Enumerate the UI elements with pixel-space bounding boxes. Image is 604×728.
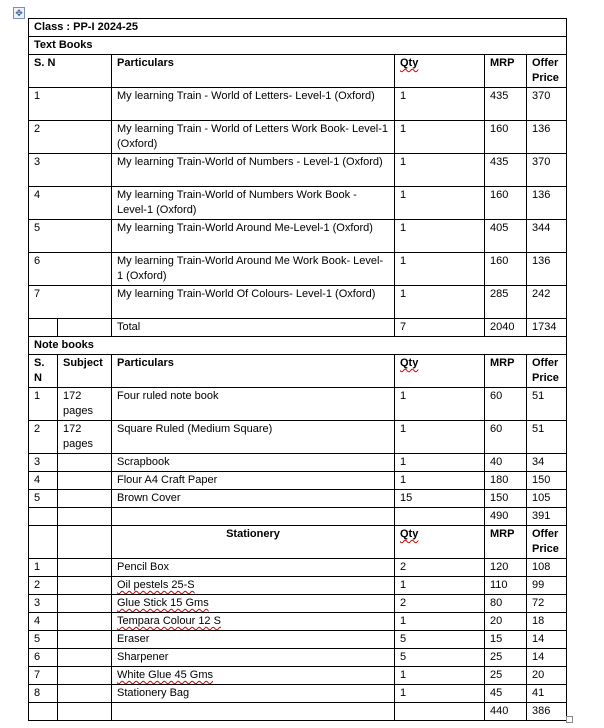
stationery-row (29, 613, 567, 631)
notebook-particulars: Scrapbook (112, 454, 395, 472)
stationery-offer: 72 (527, 595, 567, 613)
notebook-mrp: 180 (485, 472, 527, 490)
textbook-qty: 1 (395, 88, 485, 121)
notebooks-total-sn-empty (29, 508, 58, 526)
notebooks-section-row (29, 337, 567, 355)
notebook-subject (58, 472, 112, 490)
notebooks-subject-header: Subject (58, 355, 112, 388)
notebooks-total-offer: 391 (527, 508, 567, 526)
notebook-qty: 1 (395, 454, 485, 472)
notebook-subject: 172 pages (58, 388, 112, 421)
textbooks-total-mrp: 2040 (485, 319, 527, 337)
stationery-title: Stationery (112, 526, 395, 559)
stationery-qty: 1 (395, 613, 485, 631)
table-move-handle-icon[interactable]: ✥ (13, 7, 25, 19)
textbook-offer: 370 (527, 154, 567, 187)
stationery-mrp: 110 (485, 577, 527, 595)
notebooks-offer-header: Offer Price (527, 355, 567, 388)
notebook-row (29, 421, 567, 454)
stationery-sn: 7 (29, 667, 58, 685)
textbooks-total-subject-empty (58, 319, 112, 337)
stationery-row (29, 595, 567, 613)
stationery-subject-header-empty (58, 526, 112, 559)
stationery-mrp: 25 (485, 667, 527, 685)
notebooks-qty-header (395, 355, 485, 388)
stationery-subject-empty (58, 667, 112, 685)
stationery-particulars (112, 613, 395, 631)
textbook-sn: 1 (29, 88, 112, 121)
stationery-qty-header (395, 526, 485, 559)
notebook-sn: 1 (29, 388, 58, 421)
stationery-row (29, 649, 567, 667)
stationery-mrp: 45 (485, 685, 527, 703)
notebook-sn: 3 (29, 454, 58, 472)
stationery-sn: 1 (29, 559, 58, 577)
textbook-particulars: My learning Train-World of Numbers Work Book - Level-1 (Oxford) (112, 187, 395, 220)
notebooks-sn-header: S. N (29, 355, 58, 388)
stationery-mrp: 120 (485, 559, 527, 577)
stationery-qty: 1 (395, 685, 485, 703)
stationery-mrp-header: MRP (485, 526, 527, 559)
notebooks-total-row (29, 508, 567, 526)
notebooks-particulars-header: Particulars (112, 355, 395, 388)
notebook-qty: 1 (395, 421, 485, 454)
stationery-row (29, 577, 567, 595)
textbook-row (29, 187, 567, 220)
textbook-row (29, 220, 567, 253)
stationery-total-subject-empty (58, 703, 112, 721)
stationery-subject-empty (58, 649, 112, 667)
notebooks-total-mrp: 490 (485, 508, 527, 526)
textbook-qty: 1 (395, 187, 485, 220)
stationery-subject-empty (58, 595, 112, 613)
textbook-offer: 242 (527, 286, 567, 319)
stationery-qty: 5 (395, 631, 485, 649)
textbook-row (29, 154, 567, 187)
notebooks-total-particulars-empty (112, 508, 395, 526)
textbook-mrp: 405 (485, 220, 527, 253)
stationery-particulars: Pencil Box (112, 559, 395, 577)
textbooks-total-qty: 7 (395, 319, 485, 337)
textbooks-section-row (29, 37, 567, 55)
stationery-offer: 20 (527, 667, 567, 685)
stationery-row (29, 685, 567, 703)
textbook-offer: 136 (527, 121, 567, 154)
notebooks-total-qty-empty (395, 508, 485, 526)
textbook-particulars: My learning Train-World Around Me-Level-1 (Oxford) (112, 220, 395, 253)
textbooks-mrp-header: MRP (485, 55, 527, 88)
textbooks-qty-header-cell (395, 55, 485, 88)
stationery-mrp: 25 (485, 649, 527, 667)
stationery-sn: 8 (29, 685, 58, 703)
notebook-qty: 1 (395, 388, 485, 421)
stationery-particulars-text: Tempara Colour 12 S (117, 615, 221, 627)
notebook-offer: 34 (527, 454, 567, 472)
stationery-offer: 99 (527, 577, 567, 595)
stationery-particulars-text: White Glue 45 Gms (117, 669, 213, 681)
stationery-subject-empty (58, 685, 112, 703)
notebook-offer: 105 (527, 490, 567, 508)
notebook-subject: 172 pages (58, 421, 112, 454)
textbooks-total-offer: 1734 (527, 319, 567, 337)
textbooks-offer-header: Offer Price (527, 55, 567, 88)
textbooks-qty-header: Qty (400, 57, 419, 69)
notebooks-header-row (29, 355, 567, 388)
notebooks-qty-header-text: Qty (400, 357, 419, 369)
stationery-qty: 1 (395, 667, 485, 685)
textbook-qty: 1 (395, 154, 485, 187)
notebook-row (29, 388, 567, 421)
notebook-subject (58, 454, 112, 472)
stationery-total-mrp: 440 (485, 703, 527, 721)
notebook-particulars: Four ruled note book (112, 388, 395, 421)
textbook-sn: 4 (29, 187, 112, 220)
textbook-mrp: 160 (485, 187, 527, 220)
notebook-offer: 51 (527, 388, 567, 421)
textbook-sn: 6 (29, 253, 112, 286)
textbook-mrp: 160 (485, 121, 527, 154)
class-title-row (29, 19, 567, 37)
textbook-particulars: My learning Train - World of Letters Work Book- Level-1 (Oxford) (112, 121, 395, 154)
textbooks-section-title: Text Books (29, 37, 567, 55)
notebook-particulars: Square Ruled (Medium Square) (112, 421, 395, 454)
textbook-row (29, 121, 567, 154)
textbook-sn: 3 (29, 154, 112, 187)
notebook-mrp: 40 (485, 454, 527, 472)
notebook-sn: 2 (29, 421, 58, 454)
stationery-particulars (112, 667, 395, 685)
stationery-total-qty-empty (395, 703, 485, 721)
notebook-row (29, 454, 567, 472)
booklist-table (28, 18, 567, 721)
textbook-particulars: My learning Train-World of Numbers - Level-1 (Oxford) (112, 154, 395, 187)
textbook-offer: 136 (527, 253, 567, 286)
stationery-row (29, 559, 567, 577)
stationery-particulars: Stationery Bag (112, 685, 395, 703)
textbook-particulars: My learning Train-World Of Colours- Level-1 (Oxford) (112, 286, 395, 319)
notebook-row (29, 490, 567, 508)
stationery-sn-header-empty (29, 526, 58, 559)
notebook-particulars: Brown Cover (112, 490, 395, 508)
stationery-mrp: 20 (485, 613, 527, 631)
notebook-particulars: Flour A4 Craft Paper (112, 472, 395, 490)
stationery-offer: 108 (527, 559, 567, 577)
textbook-offer: 344 (527, 220, 567, 253)
textbook-row (29, 88, 567, 121)
notebooks-mrp-header: MRP (485, 355, 527, 388)
class-title: Class : PP-I 2024-25 (29, 19, 567, 37)
textbook-particulars: My learning Train - World of Letters- Level-1 (Oxford) (112, 88, 395, 121)
textbook-qty: 1 (395, 220, 485, 253)
notebook-offer: 150 (527, 472, 567, 490)
notebook-sn: 4 (29, 472, 58, 490)
textbook-offer: 136 (527, 187, 567, 220)
notebooks-total-subject-empty (58, 508, 112, 526)
notebook-qty: 15 (395, 490, 485, 508)
textbooks-total-sn-empty (29, 319, 58, 337)
stationery-subject-empty (58, 559, 112, 577)
stationery-qty: 1 (395, 577, 485, 595)
textbooks-header-row (29, 55, 567, 88)
stationery-sn: 4 (29, 613, 58, 631)
textbook-mrp: 435 (485, 88, 527, 121)
stationery-sn: 5 (29, 631, 58, 649)
textbook-qty: 1 (395, 121, 485, 154)
stationery-particulars: Sharpener (112, 649, 395, 667)
textbook-sn: 2 (29, 121, 112, 154)
textbook-qty: 1 (395, 253, 485, 286)
stationery-offer: 14 (527, 631, 567, 649)
stationery-particulars-text: Glue Stick 15 Gms (117, 597, 209, 609)
textbook-row (29, 286, 567, 319)
stationery-total-sn-empty (29, 703, 58, 721)
stationery-qty: 2 (395, 595, 485, 613)
textbook-mrp: 160 (485, 253, 527, 286)
textbooks-total-row (29, 319, 567, 337)
stationery-total-particulars-empty (112, 703, 395, 721)
notebook-subject (58, 490, 112, 508)
textbooks-particulars-header: Particulars (112, 55, 395, 88)
notebook-qty: 1 (395, 472, 485, 490)
stationery-offer: 14 (527, 649, 567, 667)
stationery-total-row (29, 703, 567, 721)
stationery-mrp: 15 (485, 631, 527, 649)
stationery-particulars (112, 577, 395, 595)
textbook-offer: 370 (527, 88, 567, 121)
stationery-sn: 6 (29, 649, 58, 667)
stationery-sn: 3 (29, 595, 58, 613)
stationery-particulars-text: Oil pestels 25-S (117, 579, 195, 591)
stationery-header-row (29, 526, 567, 559)
textbook-sn: 5 (29, 220, 112, 253)
stationery-total-offer: 386 (527, 703, 567, 721)
notebook-mrp: 60 (485, 388, 527, 421)
stationery-mrp: 80 (485, 595, 527, 613)
stationery-subject-empty (58, 577, 112, 595)
textbook-qty: 1 (395, 286, 485, 319)
stationery-row (29, 667, 567, 685)
stationery-subject-empty (58, 631, 112, 649)
table-resize-handle[interactable] (566, 716, 573, 723)
textbook-particulars: My learning Train-World Around Me Work Book- Level-1 (Oxford) (112, 253, 395, 286)
notebook-row (29, 472, 567, 490)
notebooks-section-title: Note books (29, 337, 567, 355)
notebook-mrp: 150 (485, 490, 527, 508)
stationery-subject-empty (58, 613, 112, 631)
stationery-qty: 5 (395, 649, 485, 667)
textbook-sn: 7 (29, 286, 112, 319)
textbook-mrp: 435 (485, 154, 527, 187)
stationery-particulars: Eraser (112, 631, 395, 649)
notebook-sn: 5 (29, 490, 58, 508)
stationery-particulars (112, 595, 395, 613)
stationery-row (29, 631, 567, 649)
stationery-qty: 2 (395, 559, 485, 577)
notebook-mrp: 60 (485, 421, 527, 454)
textbooks-sn-header: S. N (29, 55, 112, 88)
stationery-offer-header: Offer Price (527, 526, 567, 559)
stationery-sn: 2 (29, 577, 58, 595)
textbook-mrp: 285 (485, 286, 527, 319)
stationery-offer: 18 (527, 613, 567, 631)
stationery-qty-header-text: Qty (400, 528, 419, 540)
notebook-offer: 51 (527, 421, 567, 454)
textbook-row (29, 253, 567, 286)
stationery-offer: 41 (527, 685, 567, 703)
textbooks-total-label: Total (112, 319, 395, 337)
